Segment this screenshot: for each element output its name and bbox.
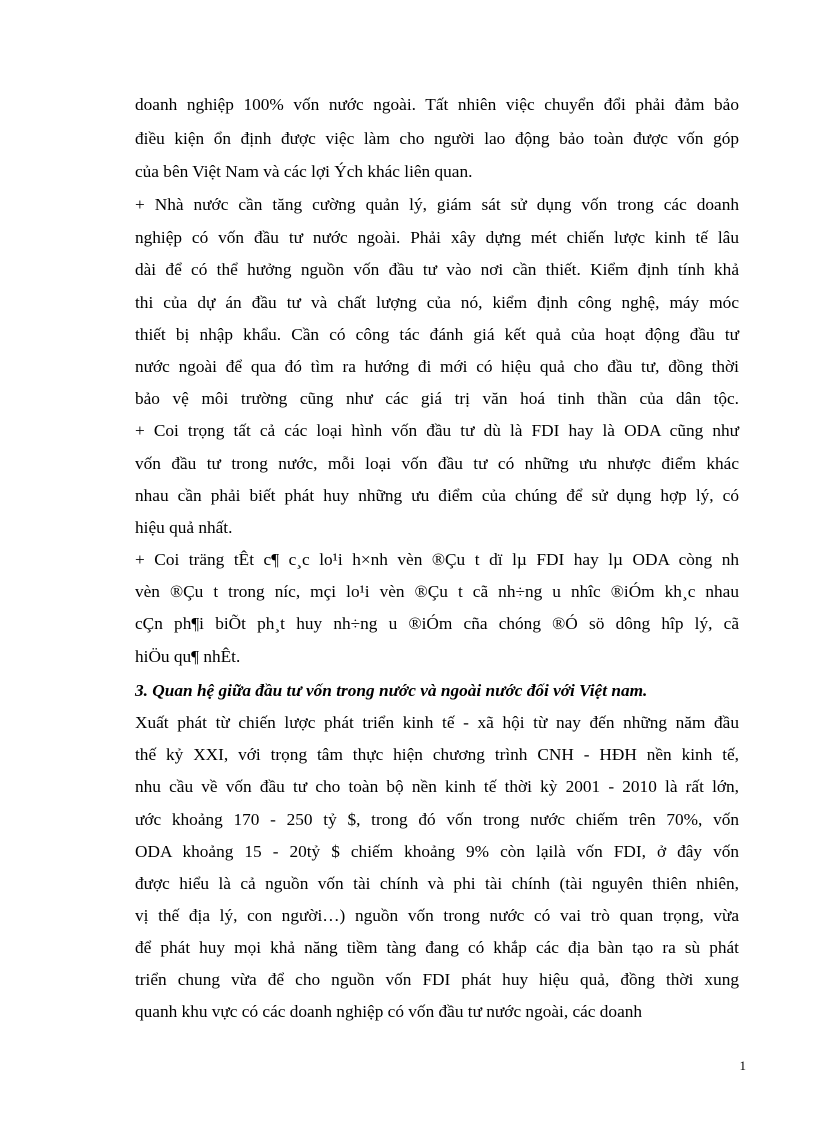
garbled-line: + Coi träng tÊt c¶ c¸c lo¹i h×nh vèn ®Çu t dï lµ FDI hay lµ ODA còng nh: [135, 550, 739, 569]
body-line: doanh nghiệp 100% vốn nước ngoài. Tất nhiên việc chuyển đổi phải đảm bảo: [135, 95, 739, 114]
body-line: hiệu quả nhất.: [135, 518, 233, 537]
body-line: vị thế địa lý, con người…) nguồn vốn trong nước có vai trò quan trọng, vừa: [135, 906, 739, 925]
body-line: + Nhà nước cần tăng cường quản lý, giám sát sử dụng vốn trong các doanh: [135, 195, 739, 214]
body-line: + Coi trọng tất cả các loại hình vốn đầu tư dù là FDI hay là ODA cũng như: [135, 421, 739, 440]
garbled-line: hiÖu qu¶ nhÊt.: [135, 647, 241, 666]
body-line: thi của dự án đầu tư và chất lượng của nó, kiểm định công nghệ, máy móc: [135, 293, 739, 312]
body-line: nhu cầu về vốn đầu tư cho toàn bộ nền kinh tế thời kỳ 2001 - 2010 là rất lớn,: [135, 777, 739, 796]
body-line: ước khoảng 170 - 250 tỷ $, trong đó vốn trong nước chiếm trên 70%, vốn: [135, 810, 739, 829]
body-line: của bên Việt Nam và các lợi Ých khác liên quan.: [135, 162, 473, 181]
body-line: thiết bị nhập khẩu. Cần có công tác đánh giá kết quả của hoạt động đầu tư: [135, 325, 739, 344]
body-line: nước ngoài để qua đó tìm ra hướng đi mới có hiệu quả cho đầu tư, đồng thời: [135, 357, 739, 376]
body-line: vốn đầu tư trong nước, mỗi loại vốn đầu tư có những ưu nhược điểm khác: [135, 454, 739, 473]
body-line: ODA khoảng 15 - 20tỷ $ chiếm khoảng 9% còn lạilà vốn FDI, ở đây vốn: [135, 842, 739, 861]
body-line: nhau cần phải biết phát huy những ưu điểm của chúng để sử dụng hợp lý, có: [135, 486, 739, 505]
body-line: điều kiện ổn định được việc làm cho người lao động bảo toàn được vốn góp: [135, 129, 739, 148]
body-line: dài để có thể hưởng nguồn vốn đầu tư vào nơi cần thiết. Kiểm định tính khả: [135, 260, 739, 279]
section-heading: 3. Quan hệ giữa đầu tư vốn trong nước và ngoài nước đối với Việt nam.: [135, 681, 648, 700]
body-line: quanh khu vực có các doanh nghiệp có vốn đầu tư nước ngoài, các doanh: [135, 1002, 643, 1021]
body-line: triển chung vừa để cho nguồn vốn FDI phát huy hiệu quả, đồng thời xung: [135, 970, 739, 989]
page-number: 1: [739, 1058, 746, 1073]
body-line: bảo vệ môi trường cũng như các giá trị văn hoá tinh thần của dân tộc.: [135, 389, 739, 408]
body-line: được hiểu là cả nguồn vốn tài chính và phi tài chính (tài nguyên thiên nhiên,: [135, 874, 739, 893]
body-line: để phát huy mọi khả năng tiềm tàng đang có khắp các địa bàn tạo ra sù phát: [135, 938, 739, 957]
garbled-line: vèn ®Çu t trong níc, mçi lo¹i vèn ®Çu t cã nh÷ng u nhîc ®iÓm kh¸c nhau: [135, 582, 739, 601]
garbled-line: cÇn ph¶i biÕt ph¸t huy nh÷ng u ®iÓm cña chóng ®Ó sö dông hîp lý, cã: [135, 614, 739, 633]
body-line: nghiệp có vốn đầu tư nước ngoài. Phải xây dựng mét chiến lược kinh tế lâu: [135, 228, 739, 247]
body-line: Xuất phát từ chiến lược phát triển kinh tế - xã hội từ nay đến những năm đầu: [135, 713, 739, 732]
body-line: thế kỷ XXI, với trọng tâm thực hiện chương trình CNH - HĐH nền kinh tế,: [135, 745, 739, 764]
